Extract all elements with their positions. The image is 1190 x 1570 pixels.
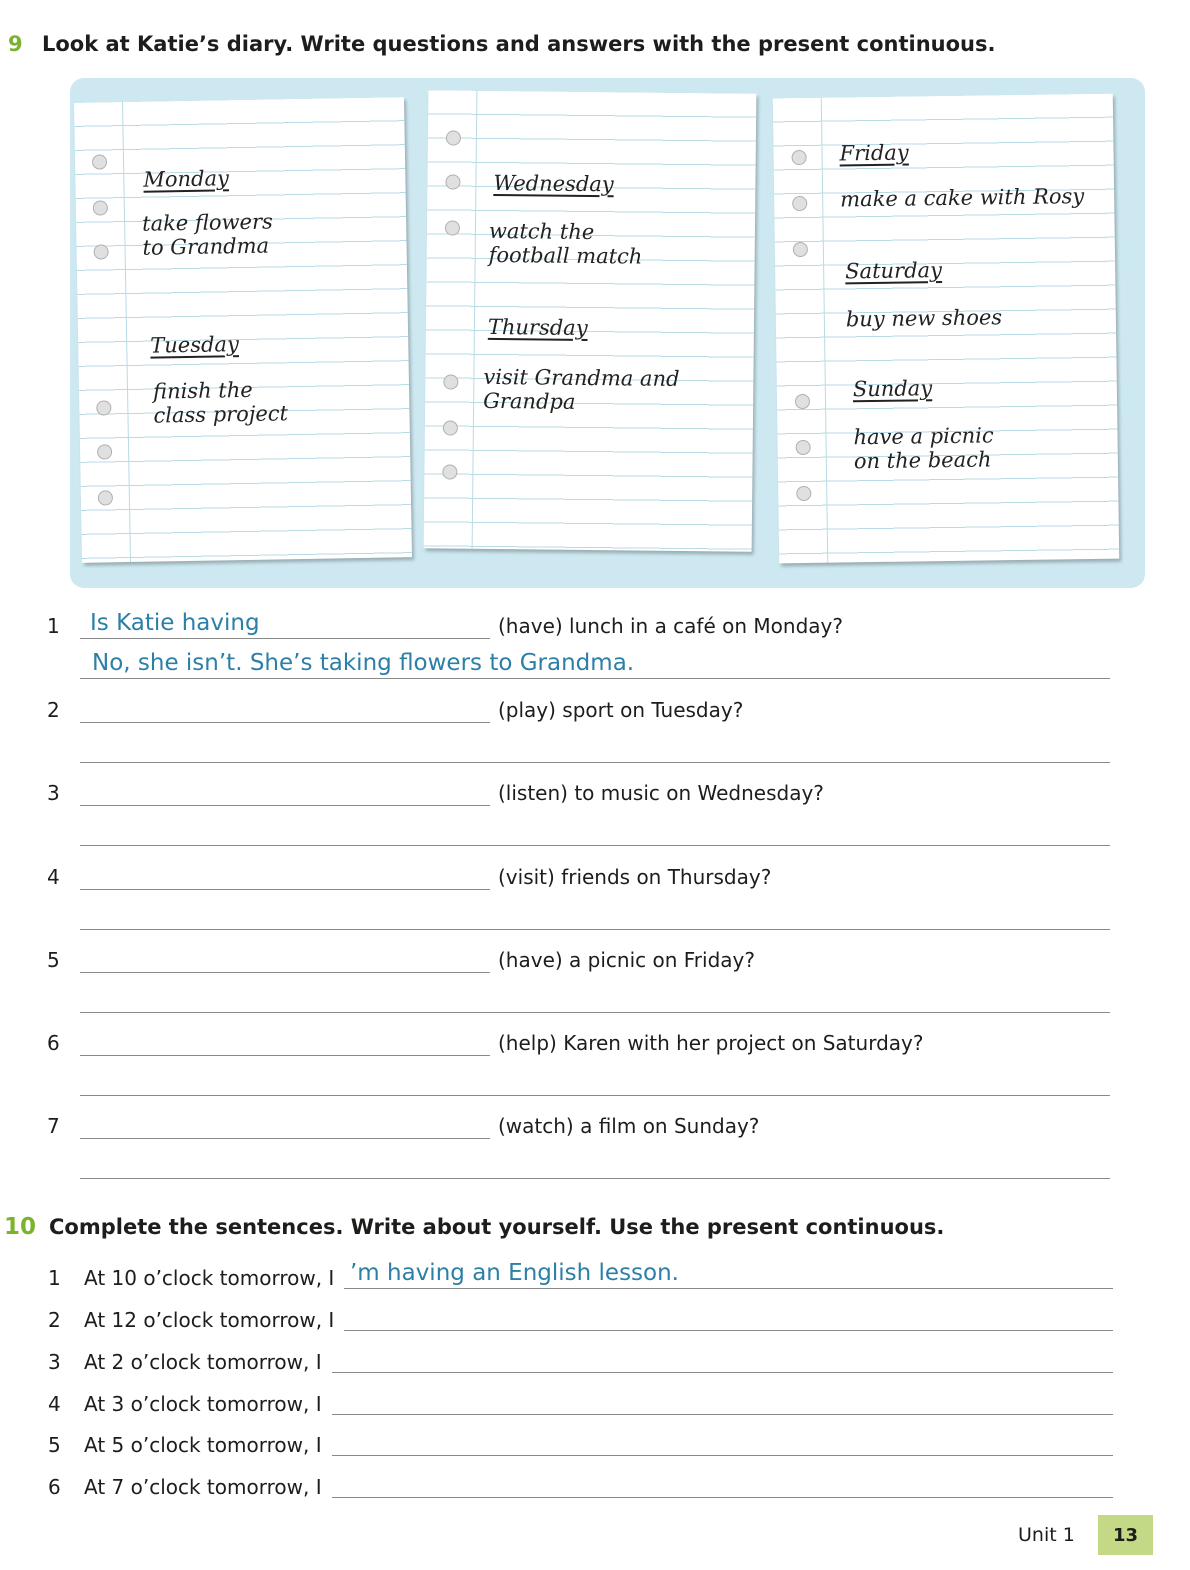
diary-task-saturday: buy new shoes xyxy=(845,305,1003,332)
diary-day-thursday: Thursday xyxy=(487,314,588,340)
exercise-number: 9 xyxy=(8,32,23,56)
question-line[interactable] xyxy=(80,722,490,723)
question-row-5 xyxy=(0,948,1190,1032)
punch-hole xyxy=(796,486,811,501)
sentence-stem: At 10 o’clock tomorrow, I xyxy=(84,1266,335,1290)
diary-task-friday: make a cake with Rosy xyxy=(840,184,1085,212)
punch-hole xyxy=(443,374,458,389)
item-number: 5 xyxy=(48,1433,61,1457)
question-line[interactable] xyxy=(80,1138,490,1139)
item-number: 5 xyxy=(47,948,60,972)
punch-hole xyxy=(93,244,108,259)
answer-line[interactable] xyxy=(80,845,1110,846)
sentence-stem: At 3 o’clock tomorrow, I xyxy=(84,1392,322,1416)
punch-hole xyxy=(92,154,107,169)
page-number: 13 xyxy=(1098,1515,1153,1555)
punch-hole xyxy=(445,174,460,189)
question-prompt: (visit) friends on Thursday? xyxy=(498,865,772,889)
item-number: 1 xyxy=(48,1266,61,1290)
answer-line[interactable] xyxy=(344,1288,1113,1289)
question-prompt: (watch) a film on Sunday? xyxy=(498,1114,760,1138)
diary-day-tuesday: Tuesday xyxy=(150,332,240,358)
diary-page-monday-tuesday xyxy=(74,97,412,563)
sentence-row-1 xyxy=(0,1260,1190,1306)
question-row-4 xyxy=(0,865,1190,949)
punch-hole xyxy=(97,444,112,459)
question-line[interactable] xyxy=(80,638,490,639)
punch-hole xyxy=(98,490,113,505)
exercise-10-heading xyxy=(4,1214,944,1240)
exercise-number: 10 xyxy=(4,1214,37,1240)
exercise-instruction: Complete the sentences. Write about yourself. Use the present continuous. xyxy=(49,1215,945,1239)
answer-line[interactable] xyxy=(80,1095,1110,1096)
answer-line[interactable] xyxy=(332,1455,1113,1456)
punch-hole xyxy=(791,150,806,165)
question-prompt: (have) a picnic on Friday? xyxy=(498,948,755,972)
punch-hole xyxy=(796,440,811,455)
item-number: 1 xyxy=(47,614,60,638)
punch-hole xyxy=(446,130,461,145)
exercise-instruction: Look at Katie’s diary. Write questions and answers with the present continuous. xyxy=(42,32,996,56)
item-number: 6 xyxy=(47,1031,60,1055)
unit-label: Unit 1 xyxy=(1018,1524,1075,1546)
punch-hole xyxy=(93,200,108,215)
diary-day-saturday: Saturday xyxy=(845,258,943,284)
punch-hole xyxy=(96,400,111,415)
sentence-row-3 xyxy=(0,1350,1190,1390)
question-row-6 xyxy=(0,1031,1190,1115)
diary-day-monday: Monday xyxy=(143,166,230,192)
answer-line[interactable] xyxy=(80,929,1110,930)
answer-line[interactable] xyxy=(332,1497,1113,1498)
item-number: 2 xyxy=(47,698,60,722)
punch-hole xyxy=(795,394,810,409)
question-row-1 xyxy=(0,610,1190,698)
question-prompt: (have) lunch in a café on Monday? xyxy=(498,614,843,638)
sentence-stem: At 2 o’clock tomorrow, I xyxy=(84,1350,322,1374)
item-number: 7 xyxy=(47,1114,60,1138)
answer-line[interactable] xyxy=(344,1330,1113,1331)
item-number: 2 xyxy=(48,1308,61,1332)
sentence-row-4 xyxy=(0,1392,1190,1432)
answer-line[interactable] xyxy=(332,1414,1113,1415)
item-number: 4 xyxy=(48,1392,61,1416)
item-number: 6 xyxy=(48,1475,61,1499)
sentence-row-6 xyxy=(0,1475,1190,1515)
question-line[interactable] xyxy=(80,889,490,890)
punch-hole xyxy=(792,196,807,211)
example-answer: No, she isn’t. She’s taking flowers to Grandma. xyxy=(92,650,635,676)
diary-task-monday: take flowers to Grandma xyxy=(141,209,273,260)
question-line[interactable] xyxy=(80,972,490,973)
question-line[interactable] xyxy=(80,1055,490,1056)
punch-hole xyxy=(442,464,457,479)
item-number: 3 xyxy=(48,1350,61,1374)
example-question: Is Katie having xyxy=(90,610,260,636)
diary-day-wednesday: Wednesday xyxy=(493,170,614,197)
diary-task-tuesday: finish the class project xyxy=(152,377,289,428)
item-number: 3 xyxy=(47,781,60,805)
answer-line[interactable] xyxy=(80,1012,1110,1013)
diary-page-friday-sunday xyxy=(773,94,1119,564)
diary-day-friday: Friday xyxy=(839,140,909,166)
diary-task-thursday: visit Grandma and Grandpa xyxy=(483,364,680,414)
diary-page-wednesday-thursday xyxy=(424,90,757,551)
diary-task-sunday: have a picnic on the beach xyxy=(853,423,994,474)
sentence-stem: At 5 o’clock tomorrow, I xyxy=(84,1433,322,1457)
punch-hole xyxy=(445,220,460,235)
diary-day-sunday: Sunday xyxy=(852,376,933,402)
punch-hole xyxy=(793,242,808,257)
exercise-9-heading xyxy=(8,32,995,56)
punch-hole xyxy=(443,420,458,435)
sentence-row-5 xyxy=(0,1433,1190,1473)
answer-line[interactable] xyxy=(80,762,1110,763)
example-answer: ’m having an English lesson. xyxy=(350,1260,679,1286)
answer-line[interactable] xyxy=(80,1178,1110,1179)
answer-line[interactable] xyxy=(332,1372,1113,1373)
question-prompt: (help) Karen with her project on Saturday? xyxy=(498,1031,924,1055)
sentence-row-2 xyxy=(0,1308,1190,1348)
sentence-stem: At 12 o’clock tomorrow, I xyxy=(84,1308,335,1332)
diary-task-wednesday: watch the football match xyxy=(488,218,643,269)
question-row-2 xyxy=(0,698,1190,782)
question-row-7 xyxy=(0,1114,1190,1198)
sentence-stem: At 7 o’clock tomorrow, I xyxy=(84,1475,322,1499)
question-line[interactable] xyxy=(80,805,490,806)
question-prompt: (play) sport on Tuesday? xyxy=(498,698,744,722)
question-prompt: (listen) to music on Wednesday? xyxy=(498,781,824,805)
answer-line[interactable] xyxy=(80,678,1110,679)
item-number: 4 xyxy=(47,865,60,889)
question-row-3 xyxy=(0,781,1190,865)
